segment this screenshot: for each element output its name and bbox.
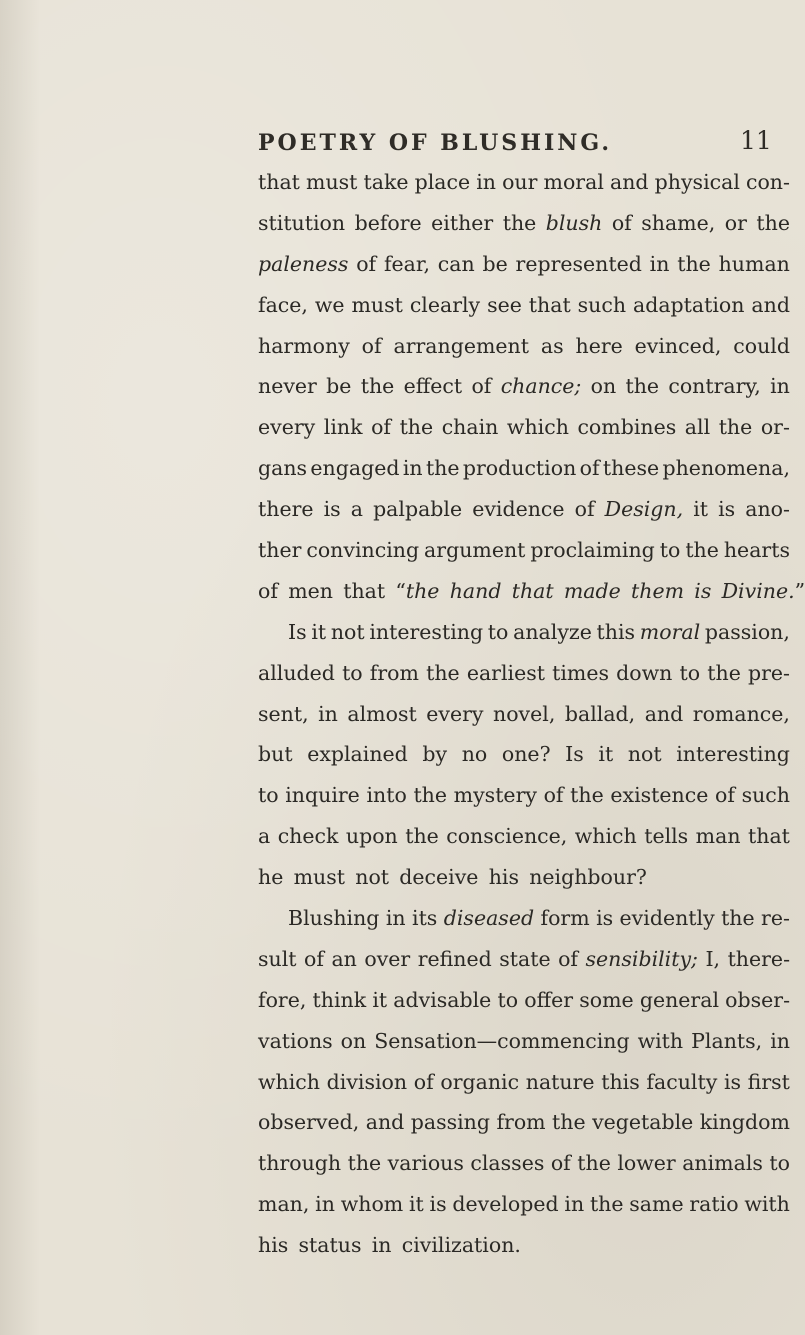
paragraph <box>258 162 805 612</box>
text-line: but explained by no one? Is it not interesting <box>258 742 790 767</box>
text-line: through the various classes of the lower animals to <box>258 1151 790 1176</box>
text-line: vations on Sensation—commencing with Plants, in <box>258 1028 790 1053</box>
text-line: gans engaged in the production of these phenomena, <box>258 456 790 481</box>
text-line: Blushing in its diseased form is evidently the re- <box>288 906 790 931</box>
text-line: that must take place in our moral and physical con- <box>258 170 790 194</box>
text-line: of men that “the hand that made them is Divine.” <box>258 578 805 603</box>
paragraph <box>258 612 790 898</box>
text-line: to inquire into the mystery of the existence of such <box>258 783 790 808</box>
text-line: his status in civilization. <box>258 1233 521 1258</box>
text-line: face, we must clearly see that such adaptation and <box>258 292 790 317</box>
text-line: which division of organic nature this faculty is first <box>258 1069 790 1094</box>
text-line: he must not deceive his neighbour? <box>258 865 647 890</box>
text-line: observed, and passing from the vegetable kingdom <box>258 1110 790 1135</box>
text-line: man, in whom it is developed in the same ratio with <box>258 1192 790 1217</box>
text-line: a check upon the conscience, which tells man that <box>258 824 790 849</box>
text-line: Is it not interesting to analyze this moral passion, <box>288 619 790 644</box>
text-line: ther convincing argument proclaiming to the hearts <box>258 538 790 563</box>
paragraph <box>258 898 790 1266</box>
running-head: POETRY OF BLUSHING. <box>258 130 613 156</box>
text-line: fore, think it advisable to offer some general obser- <box>258 987 790 1012</box>
text-line: sent, in almost every novel, ballad, and romance, <box>258 701 790 726</box>
text-line: sult of an over refined state of sensibility; I, there- <box>258 946 790 971</box>
text-line: harmony of arrangement as here evinced, could <box>258 333 790 358</box>
page-number: 11 <box>740 126 772 155</box>
text-line: paleness of fear, can be represented in the human <box>258 251 790 276</box>
text-line: there is a palpable evidence of Design, it is ano- <box>258 497 790 522</box>
binding-shadow <box>0 0 40 1335</box>
text-line: never be the effect of chance; on the contrary, in <box>258 374 790 399</box>
body-text <box>258 162 805 1266</box>
text-line: stitution before either the blush of shame, or the <box>258 210 790 235</box>
text-line: every link of the chain which combines all the or- <box>258 415 790 440</box>
text-line: alluded to from the earliest times down to the pre- <box>258 660 790 685</box>
